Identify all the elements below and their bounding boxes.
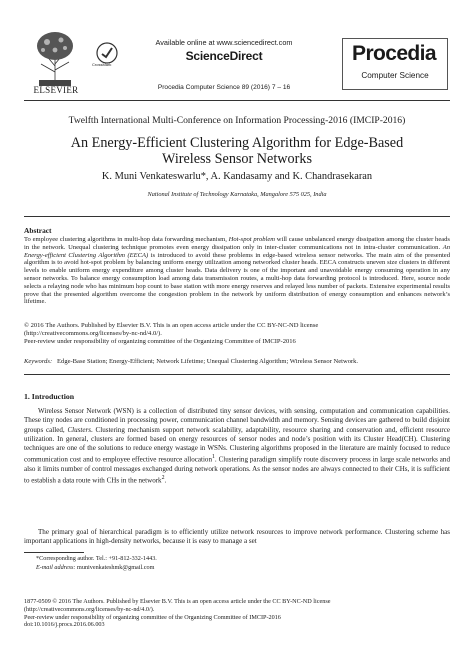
elsevier-tree-logo: [31, 30, 79, 88]
intro-text-part: Wireless Sensor Network (WSN) is a collection of distributed tiny sensor devices, with sensing, computation and communication capabilities. These tiny nodes are conditioned in processing power, communication channel bandwidth and memory. Sensing devices are gathered to build disjoint groups called,: [24, 407, 450, 434]
sciencedirect-logo[interactable]: ScienceDirect: [185, 49, 263, 63]
bottom-notice: [24, 598, 450, 629]
affiliation: National Institute of Technology Karnataka, Mangalore 575 025, India: [147, 191, 327, 198]
peer-review-line: Peer-review under responsibility of organizing committee of the Organizing Committee of IMCIP-2016: [24, 337, 296, 345]
abstract-text: [24, 236, 450, 306]
email-line: [36, 564, 154, 571]
journal-reference: Procedia Computer Science 89 (2016) 7 – 16: [157, 84, 291, 91]
corresponding-author: *Corresponding author. Tel.: +91-812-332-1443.: [36, 555, 157, 562]
citation-1[interactable]: 1: [211, 454, 215, 461]
abstract-top-rule: [24, 216, 450, 217]
copyright-block: [24, 322, 450, 345]
email-label: E-mail address:: [36, 564, 76, 571]
keywords-text: Edge-Base Station; Energy-Efficient; Network Lifetime; Unequal Clustering Algorithm; Wireless Sensor Network.: [57, 358, 359, 365]
procedia-subtitle: Computer Science: [361, 71, 429, 80]
intro-text-part: .: [164, 476, 167, 485]
paper-authors: K. Muni Venkateswarlu*, A. Kandasamy and K. Chandrasekaran: [101, 171, 373, 182]
intro-text-part: . Clustering paradigm simplify route discovery process in large scale networks and also it limits number of control messages exchanged during network operations. As the sensor nodes are always connected to their CHs, it is sufficient to establish a data route with CHs in the network: [24, 455, 450, 485]
keywords-label: Keywords:: [24, 358, 53, 365]
intro-paragraph-2: The primary goal of hierarchical paradigm is to efficiently utilize network resources to improve network performance. Clustering scheme has important applications in high-density networks, because it is easy to manage a set: [24, 528, 450, 546]
doi-line[interactable]: doi:10.1016/j.procs.2016.06.003: [24, 621, 105, 629]
procedia-logo: Procedia: [352, 42, 436, 65]
crossmark-label: CrossMark: [92, 62, 112, 67]
conference-name: Twelfth International Multi-Conference on Information Processing-2016 (IMCIP-2016): [68, 115, 406, 126]
abstract-bottom-rule: [24, 374, 450, 375]
peer-review-bottom: Peer-review under responsibility of organizing committee of the Organizing Committee of IMCIP-2016: [24, 613, 281, 621]
available-online-text[interactable]: Available online at www.sciencedirect.com: [155, 38, 293, 47]
publisher-name: ELSEVIER: [33, 85, 79, 95]
abstract-text-emphasis: Hot-spot problem: [228, 236, 275, 243]
email-address[interactable]: munivenkateshmk@gmail.com: [77, 564, 155, 571]
copyright-line: © 2016 The Authors. Published by Elsevier B.V. This is an open access article under the CC BY-NC-ND license: [24, 322, 319, 329]
footnote-rule: [24, 552, 84, 553]
keywords-line: [24, 358, 450, 365]
intro-text-emphasis: Clusters: [67, 425, 91, 434]
abstract-text-part: will cause unbalanced energy dissipation among the cluster heads in the network. Unequal clustering technique promotes even energy dissipation only in inter-cluster communications not in intra-cluster communication.: [24, 236, 450, 251]
license-link-bottom[interactable]: (http://creativecommons.org/licenses/by-nc-nd/4.0/).: [24, 605, 155, 613]
abstract-heading: Abstract: [24, 226, 52, 235]
issn-copyright-line: 1877-0509 © 2016 The Authors. Published by Elsevier B.V. This is an open access article under the CC BY-NC-ND license: [24, 598, 331, 605]
paper-title-line1: An Energy-Efficient Clustering Algorithm for Edge-Based: [70, 135, 404, 151]
intro-paragraph-1: [24, 407, 450, 486]
paper-title-line2: Wireless Sensor Networks: [162, 151, 312, 167]
license-link[interactable]: (http://creativecommons.org/licenses/by-nc-nd/4.0/).: [24, 329, 162, 337]
abstract-text-part: is introduced to avoid these problems in edge-based wireless sensor networks. The main aim of the presented algorithm is to avoid hot-spot problem by balancing uniform energy utilization among networked cluster heads. EECA constructs uneven size clusters in different levels to enable uniform energy expenditure among cluster heads. Data delivery is one of the important and unavoidable energy consuming operation in any sensor networks. To balance energy consumption load among data transmission routes, a multi-hop data forwarding protocol is introduced. Here, source node selects a relaying node who has minimum hop count to base station with more energy reserves and relayed less number of packets. Extensive experimental results prove that the presented algorithm overcome the congestion problem in the network by uniform distribution of energy consumption and enhances network’s lifetime.: [24, 251, 450, 306]
header-rule: [24, 100, 450, 101]
abstract-text-part: To employee clustering algorithms in multi-hop data forwarding mechanism,: [24, 236, 229, 243]
intro-text-part: . Clustering mechanism support network scalability, adaptability, resource sharing and conservation and, efficient resource utilization. In general, clusters are formed based on energy resources of sensor nodes and node’s position with its Cluster Head(CH). Clustering techniques are one of the solutions to reduce energy wastage in WSNs. Clustering algorithms proposed in the literature are mainly focused to reduce communication cost and to employee effective resource allocation: [24, 425, 450, 464]
section-heading-introduction: 1. Introduction: [24, 392, 75, 401]
citation-2[interactable]: 2: [161, 475, 165, 482]
abstract-text-emphasis: An Energy-efficient Clustering Algorithm (EECA): [24, 243, 450, 259]
crossmark-icon[interactable]: [96, 42, 118, 64]
